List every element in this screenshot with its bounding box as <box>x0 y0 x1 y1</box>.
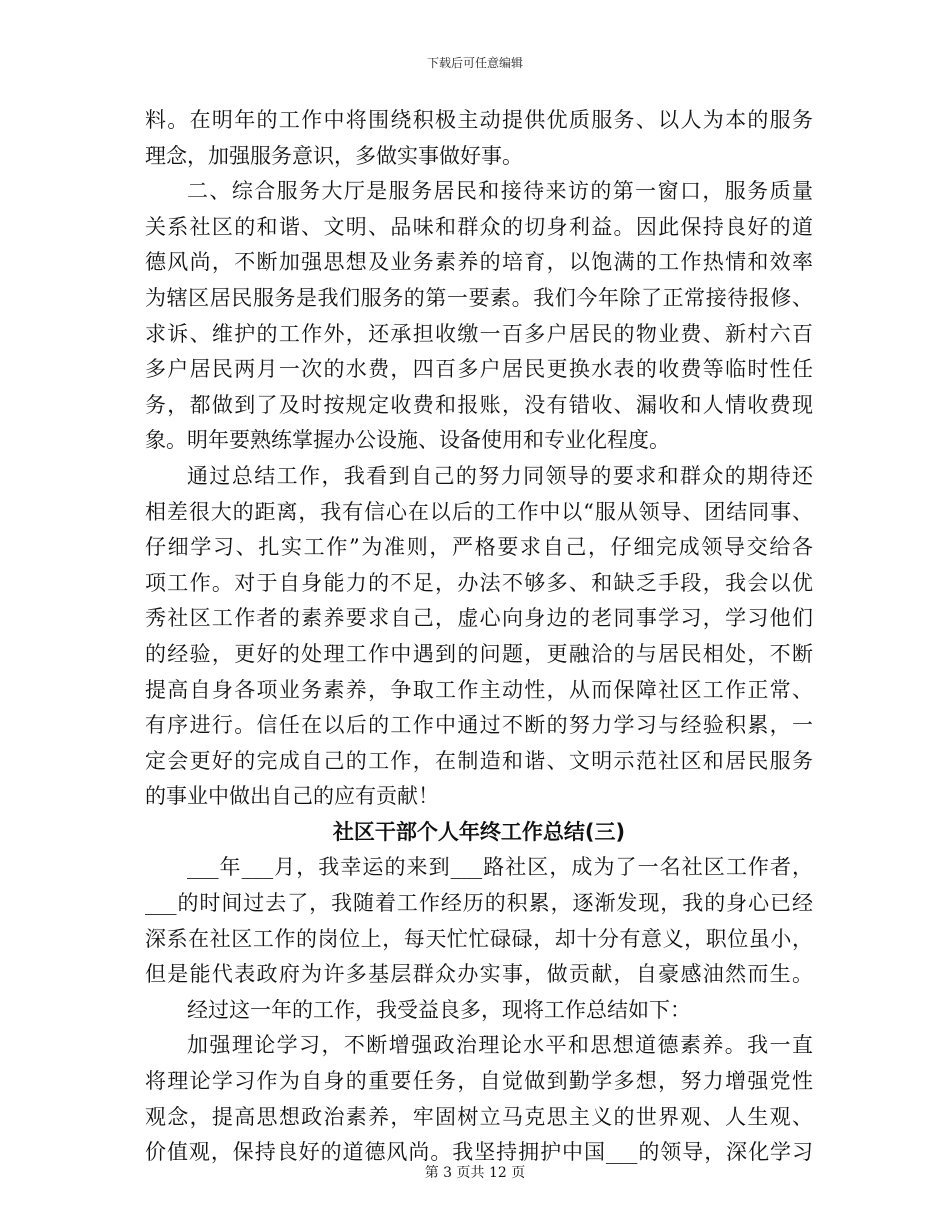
text-line: 德风尚，不断加强思想及业务素养的培育，以饱满的工作热情和效率 <box>145 250 813 275</box>
text-line: 秀社区工作者的素养要求自己，虚心向身边的老同事学习，学习他们 <box>145 606 813 631</box>
text-line: 料。在明年的工作中将围绕积极主动提供优质服务、以人为本的服务 <box>145 108 813 132</box>
text-line: 但是能代表政府为许多基层群众办实事，做贡献，自豪感油然而生。 <box>145 962 813 987</box>
text-line: 多户居民两月一次的水费，四百多户居民更换水表的收费等临时性任 <box>145 357 813 382</box>
text-line: 象。明年要熟练掌握办公设施、设备使用和专业化程度。 <box>145 428 670 453</box>
text-line: 为辖区居民服务是我们服务的第一要素。我们今年除了正常接待报修、 <box>145 285 813 310</box>
text-line: 的事业中做出自己的应有贡献！ <box>145 784 439 809</box>
page-header: 下载后可任意编辑 <box>426 56 523 70</box>
text-line: 有序进行。信任在以后的工作中通过不断的努力学习与经验积累，一 <box>145 713 813 738</box>
text-line: 关系社区的和谐、文明、品味和群众的切身利益。因此保持良好的道 <box>145 214 813 239</box>
page-footer: 第 3 页共 12 页 <box>424 1165 526 1181</box>
document-body <box>145 103 813 1171</box>
text-line: 求诉、维护的工作外，还承担收缴一百多户居民的物业费、新村六百 <box>145 321 813 346</box>
text-line: 价值观，保持良好的道德风尚。我坚持拥护中国___的领导，深化学习 <box>145 1140 813 1165</box>
section-title: 社区干部个人年终工作总结(三) <box>332 819 626 844</box>
text-line: 定会更好的完成自己的工作，在制造和谐、文明示范社区和居民服务 <box>145 748 813 773</box>
text-line: 经过这一年的工作，我受益良多，现将工作总结如下： <box>187 997 691 1022</box>
text-line: 观念，提高思想政治素养，牢固树立马克思主义的世界观、人生观、 <box>145 1104 813 1129</box>
text-line: 项工作。对于自身能力的不足，办法不够多、和缺乏手段，我会以优 <box>145 570 813 595</box>
text-line: ___的时间过去了，我随着工作经历的积累，逐渐发现，我的身心已经 <box>145 891 813 916</box>
text-line: 相差很大的距离，我有信心在以后的工作中以“服从领导、团结同事、 <box>145 499 813 524</box>
text-line: 二、综合服务大厅是服务居民和接待来访的第一窗口，服务质量 <box>187 179 813 204</box>
text-line: 的经验，更好的处理工作中遇到的问题，更融洽的与居民相处，不断 <box>145 641 813 666</box>
text-line: 务，都做到了及时按规定收费和报账，没有错收、漏收和人情收费现 <box>145 392 813 417</box>
text-line: 深系在社区工作的岗位上，每天忙忙碌碌，却十分有意义，职位虽小， <box>145 926 813 951</box>
text-line: 理念，加强服务意识，多做实事做好事。 <box>145 143 523 168</box>
text-line: 加强理论学习，不断增强政治理论水平和思想道德素养。我一直 <box>187 1033 813 1058</box>
text-line: 将理论学习作为自身的重要任务，自觉做到勤学多想，努力增强党性 <box>145 1069 813 1094</box>
text-line: 提高自身各项业务素养，争取工作主动性，从而保障社区工作正常、 <box>145 677 813 702</box>
text-line: 通过总结工作，我看到自己的努力同领导的要求和群众的期待还 <box>187 463 813 488</box>
text-line: ___年___月，我幸运的来到___路社区，成为了一名社区工作者， <box>187 855 813 880</box>
text-line: 仔细学习、扎实工作”为准则，严格要求自己，仔细完成领导交给各 <box>145 535 813 560</box>
